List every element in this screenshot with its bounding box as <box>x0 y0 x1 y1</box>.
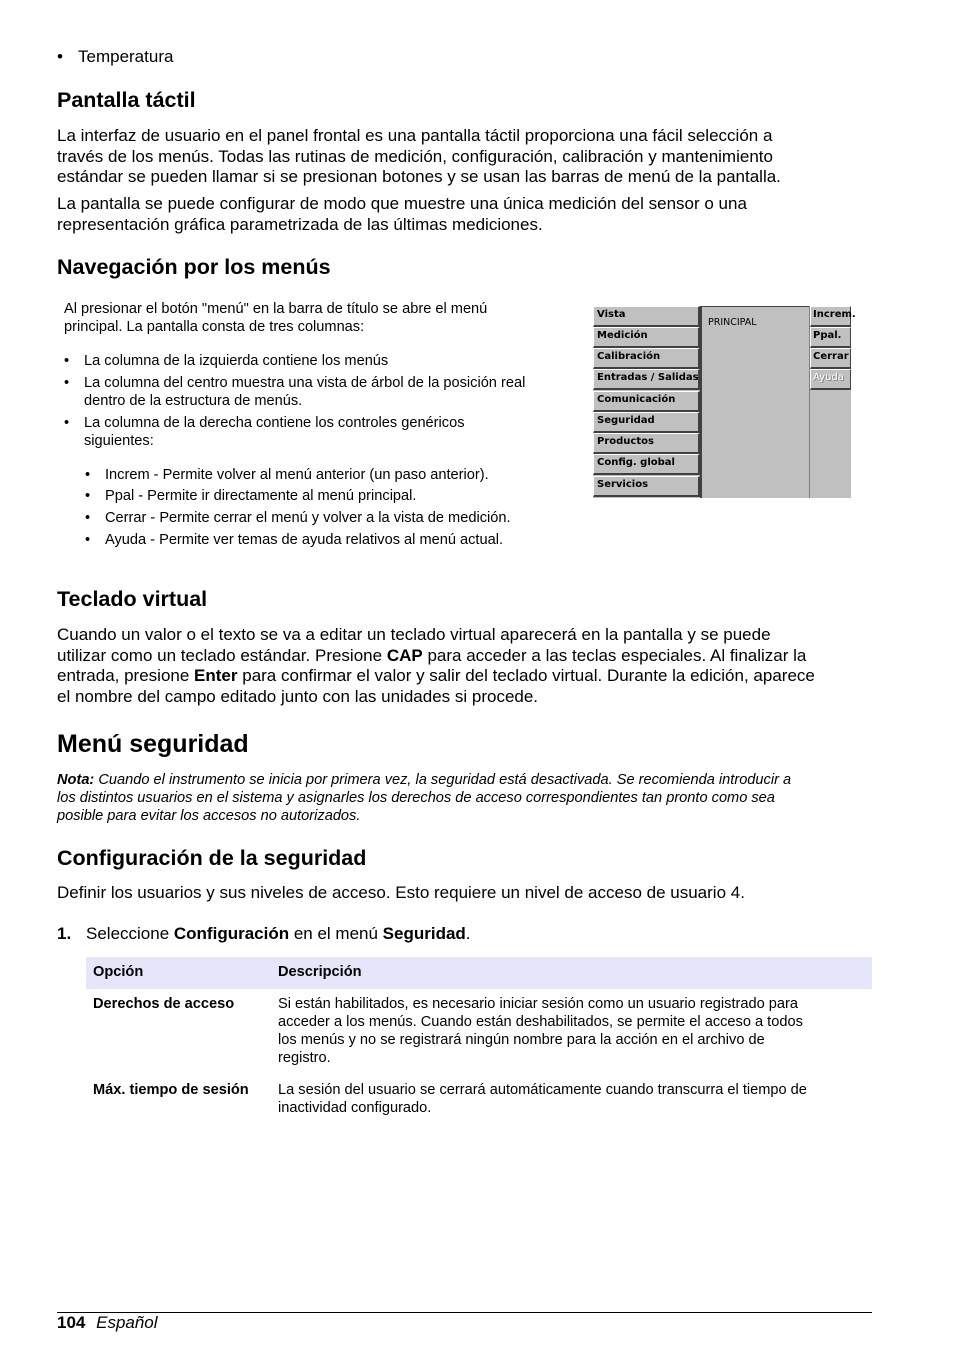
text-line: los distintos usuarios en el sistema y asignarles los derechos de acceso correspondientes tan pronto como sea <box>57 790 775 806</box>
text-line: posible para evitar los accesos no autorizados. <box>57 808 361 824</box>
text-line: representación gráfica parametrizada de las últimas mediciones. <box>57 214 543 234</box>
pantalla-para-2 <box>57 194 877 235</box>
menu-item-vista[interactable]: Vista <box>593 306 700 327</box>
footer <box>57 1313 158 1334</box>
bullet-text: siguientes: <box>84 433 154 449</box>
heading-navegacion: Navegación por los menús <box>57 255 331 279</box>
config-intro: Definir los usuarios y sus niveles de acceso. Esto requiere un nivel de acceso de usuario 4. <box>57 883 745 902</box>
column-bullet-2 <box>64 374 574 412</box>
menu-item-seguridad[interactable]: Seguridad <box>593 412 700 433</box>
text-line: los menús y no se registrará ningún nombre para la acción en el archivo de <box>278 1032 765 1048</box>
bullet-text: Temperatura <box>78 47 174 66</box>
text-line: inactividad configurado. <box>278 1100 432 1116</box>
text-line: el nombre del campo editado junto con las unidades si procede. <box>57 686 539 706</box>
text-span: en el menú <box>289 924 383 943</box>
bullet-dot: • <box>64 353 70 369</box>
menu-item-calibracion[interactable]: Calibración <box>593 348 700 369</box>
bullet-dot: • <box>64 375 70 391</box>
text-span: Seguridad <box>382 924 466 943</box>
text-line: estándar se pueden llamar si se presionan botones y se usan las barras de menú de la pantalla. <box>57 167 781 186</box>
bullet-dot: • <box>85 467 91 483</box>
bullet-text: La columna de la derecha contiene los controles genéricos <box>84 415 465 431</box>
heading-configuracion-seguridad: Configuración de la seguridad <box>57 846 367 870</box>
table-header-descripcion: Descripción <box>278 964 362 980</box>
cerrar-button[interactable]: Cerrar <box>810 348 851 369</box>
bullet-text: dentro de la estructura de menús. <box>84 393 303 409</box>
control-bullet-ayuda <box>85 531 575 551</box>
heading-pantalla-tactil: Pantalla táctil <box>57 88 196 112</box>
text-line: La sesión del usuario se cerrará automáticamente cuando transcurra el tiempo de <box>278 1082 807 1098</box>
text-line: principal. La pantalla consta de tres columnas: <box>64 319 365 335</box>
text-line <box>57 646 887 667</box>
bullet-text: Cerrar - Permite cerrar el menú y volver a la vista de medición. <box>105 510 511 526</box>
page-number: 104 <box>57 1313 86 1332</box>
main-menu-screen <box>593 306 856 498</box>
column-bullet-3 <box>64 414 574 452</box>
control-bullet-increm <box>85 466 575 486</box>
text-span: . <box>465 924 471 943</box>
step-text <box>86 924 471 945</box>
table-row-option: Máx. tiempo de sesión <box>93 1082 249 1098</box>
heading-teclado-virtual: Teclado virtual <box>57 587 208 611</box>
ppal-button[interactable]: Ppal. <box>810 327 851 348</box>
bullet-text: Ppal - Permite ir directamente al menú principal. <box>105 488 417 504</box>
menu-item-medicion[interactable]: Medición <box>593 327 700 348</box>
text-span: entrada, presione <box>57 666 195 685</box>
table-header-opcion: Opción <box>93 964 144 980</box>
menu-item-config-global[interactable]: Config. global <box>593 454 700 475</box>
bullet-text: La columna del centro muestra una vista de árbol de la posición real <box>84 375 526 391</box>
bullet-dot: • <box>85 532 91 548</box>
footer-language: Español <box>96 1313 158 1332</box>
text-line <box>57 666 887 687</box>
text-span: Configuración <box>173 924 290 943</box>
bullet-temperatura <box>57 47 457 69</box>
bullet-dot: • <box>85 510 91 526</box>
column-bullet-1 <box>64 352 574 372</box>
bullet-dot: • <box>85 488 91 504</box>
enter-key-label: Enter <box>194 666 238 685</box>
text-line: acceder a los menús. Cuando están deshabilitados, se permite el acceso a todos <box>278 1014 803 1030</box>
increm-button[interactable]: Increm. <box>810 306 851 327</box>
menu-item-entradas-salidas[interactable]: Entradas / Salidas <box>593 369 700 390</box>
text-line <box>57 771 877 789</box>
text-span: Cuando el instrumento se inicia por primera vez, la seguridad está desactivada. Se recomienda introducir a <box>94 772 792 788</box>
teclado-para <box>57 625 887 707</box>
text-line: Cuando un valor o el texto se va a editar un teclado virtual aparecerá en la pantalla y se puede <box>57 625 771 644</box>
cap-key-label: CAP <box>386 645 423 665</box>
table-row-option: Derechos de acceso <box>93 996 235 1012</box>
table-row-description <box>278 995 868 1067</box>
menu-left-column <box>593 306 700 498</box>
bullet-dot: • <box>64 415 70 431</box>
menu-right-controls <box>809 306 856 498</box>
bullet-text: Increm - Permite volver al menú anterior (un paso anterior). <box>105 467 489 483</box>
text-line: registro. <box>278 1050 331 1066</box>
note-label: Nota: <box>57 772 95 788</box>
menu-item-servicios[interactable]: Servicios <box>593 476 700 497</box>
text-line: través de los menús. Todas las rutinas de medición, configuración, calibración y mantenimiento <box>57 146 773 166</box>
pantalla-para-1 <box>57 126 877 188</box>
bullet-text: La columna de la izquierda contiene los menús <box>84 353 389 369</box>
text-span: utilizar como un teclado estándar. Presione <box>57 645 387 665</box>
footer-divider <box>57 1312 872 1313</box>
menu-item-comunicacion[interactable]: Comunicación <box>593 391 700 412</box>
bullet-text: Ayuda - Permite ver temas de ayuda relativos al menú actual. <box>105 532 504 548</box>
text-span: Seleccione <box>86 924 174 943</box>
text-line: La pantalla se puede configurar de modo que muestre una única medición del sensor o una <box>57 194 747 213</box>
navegacion-intro <box>64 300 574 336</box>
table-row-description <box>278 1081 868 1117</box>
text-span: para acceder a las teclas especiales. Al finalizar la <box>422 645 807 665</box>
text-line: Al presionar el botón "menú" en la barra de título se abre el menú <box>64 301 488 317</box>
control-bullet-cerrar <box>85 509 575 529</box>
text-span: para confirmar el valor y salir del teclado virtual. Durante la edición, aparece <box>237 666 815 685</box>
menu-tree-view <box>700 306 809 498</box>
ayuda-button[interactable]: Ayuda <box>810 369 851 390</box>
tree-root-label: PRINCIPAL <box>708 317 757 328</box>
table-header <box>86 957 872 989</box>
heading-menu-seguridad: Menú seguridad <box>57 730 249 758</box>
step-number: 1. <box>57 924 72 943</box>
control-bullet-ppal <box>85 487 575 507</box>
menu-item-productos[interactable]: Productos <box>593 433 700 454</box>
security-note <box>57 771 877 825</box>
bullet-dot: • <box>57 47 63 66</box>
text-line: Si están habilitados, es necesario iniciar sesión como un usuario registrado para <box>278 996 798 1012</box>
text-line: La interfaz de usuario en el panel frontal es una pantalla táctil proporciona una fácil selección a <box>57 126 773 145</box>
